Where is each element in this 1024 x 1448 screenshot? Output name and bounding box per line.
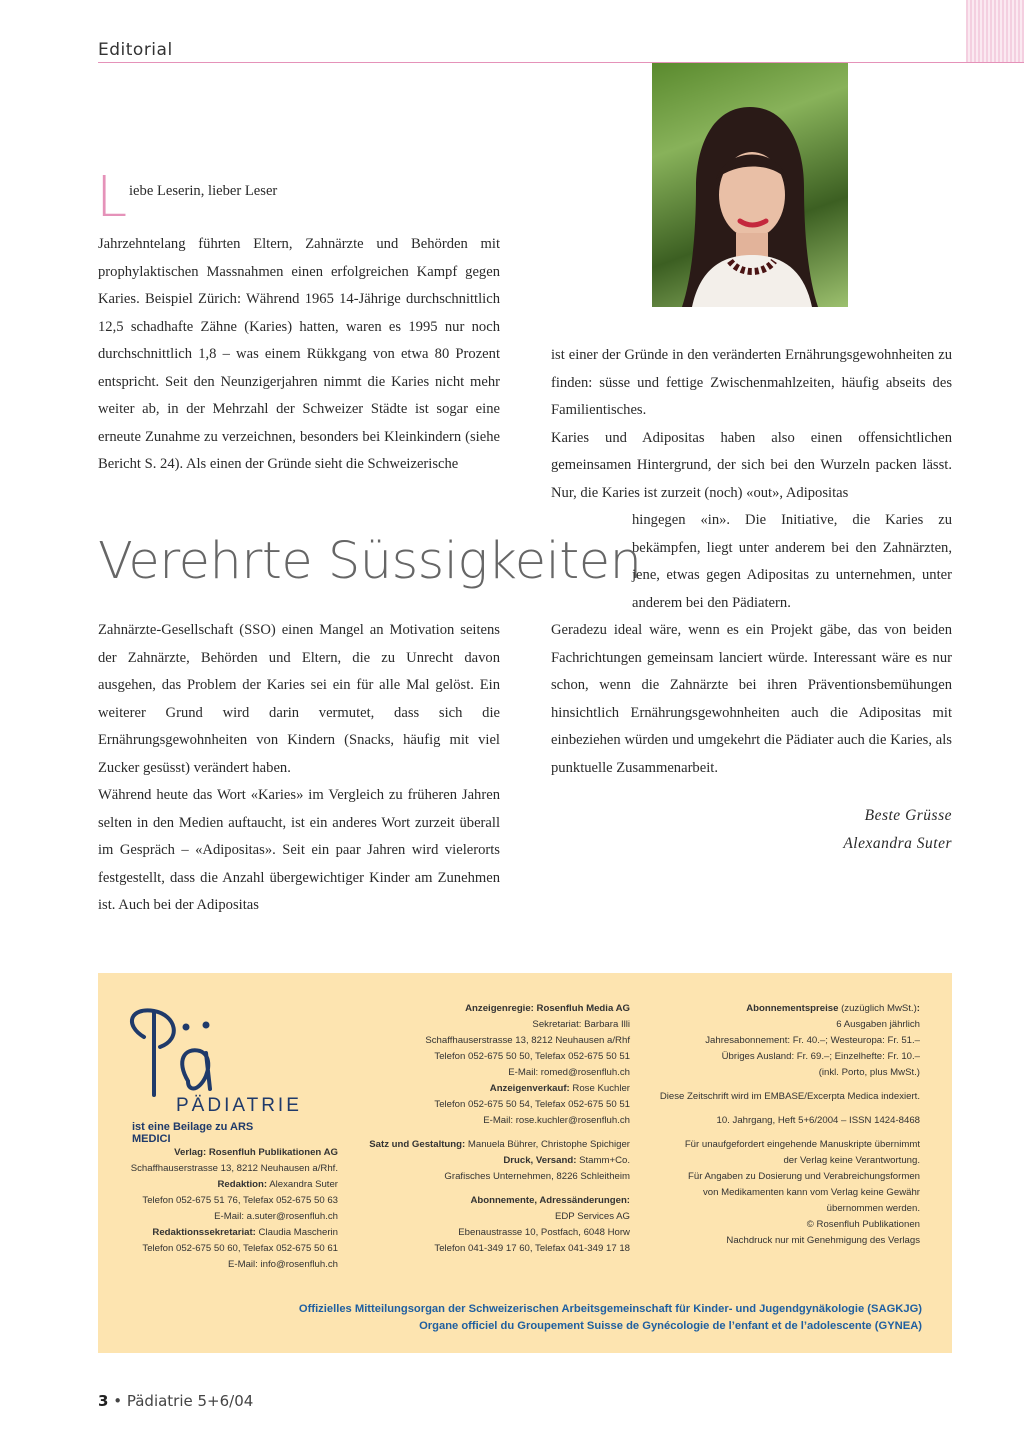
issue-info: 10. Jahrgang, Heft 5+6/2004 – ISSN 1424-8468 bbox=[716, 1115, 920, 1126]
print-label: Druck, Versand: bbox=[503, 1155, 577, 1166]
subscriptions-label: Abonnemente, Adressänderungen: bbox=[470, 1195, 630, 1206]
layout-label: Satz und Gestaltung: bbox=[369, 1139, 466, 1150]
secretariat-phone: Telefon 052-675 50 60, Telefax 052-675 50 61 bbox=[142, 1243, 338, 1254]
pricing-label: Abonnementspreise bbox=[746, 1003, 839, 1014]
salutation: iebe Leserin, lieber Leser bbox=[129, 183, 278, 199]
disclaimer-line: von Medikamenten kann vom Verlag keine Gewähr bbox=[702, 1187, 920, 1198]
disclaimer-line: Für Angaben zu Dosierung und Verabreichungsformen bbox=[688, 1171, 920, 1182]
section-label: Editorial bbox=[98, 40, 173, 60]
article-column-2-narrow bbox=[632, 507, 952, 617]
copyright-note: © Rosenfluh Publikationen bbox=[806, 1219, 920, 1230]
footer-bullet: • bbox=[113, 1392, 123, 1410]
advertising-address: Schaffhauserstrasse 13, 8212 Neuhausen a/Rhf bbox=[425, 1035, 630, 1046]
pricing-note: (zuzüglich MwSt.) bbox=[841, 1003, 917, 1014]
editor-name: Alexandra Suter bbox=[269, 1179, 338, 1190]
article-paragraph: Jahrzehntelang führten Eltern, Zahnärzte und Behörden mit prophylaktischen Massnahmen einen erfolgreichen Kampf gegen Karies. Beispiel Zürich: Während 1965 14-Jährige durchschnittlich 12,5 schadhafte Zähne (Karies) hatten, waren es 1995 nur noch durchschnittlich 1,8 – was einem Rükkgang von etwa 80 Prozent entspricht. Seit den Neunzigerjahren nimmt die Karies nicht mehr weiter ab, in der Mehrzahl der Schweizer Städte ist sogar eine erneute Zunahme zu verzeichnen, besonders bei Kleinkindern (siehe Bericht S. 24). Als einen der Gründe sieht die Schweizerische bbox=[98, 236, 500, 472]
editor-label: Redaktion: bbox=[217, 1179, 268, 1190]
article-column-2-top bbox=[551, 342, 952, 507]
article-paragraph: Während heute das Wort «Karies» im Vergleich zu früheren Jahren selten in den Medien auftaucht, ist ein anderes Wort zurzeit überall im Gespräch – «Adipositas». Seit ein paar Jahren wird vielerorts festgestellt, dass die Anzahl übergewichtiger Kinder am Zunehmen ist. Auch bei der Adipositas bbox=[98, 787, 500, 913]
header-rule bbox=[98, 62, 1024, 63]
imprint-box bbox=[98, 973, 952, 1353]
official-organ-note bbox=[299, 1301, 922, 1335]
publisher-info bbox=[131, 1145, 338, 1273]
sales-label: Anzeigenverkauf: bbox=[489, 1083, 570, 1094]
reprint-note: Nachdruck nur mit Genehmigung des Verlags bbox=[726, 1235, 920, 1246]
pricing-line: Übriges Ausland: Fr. 69.–; Einzelhefte: Fr. 10.– bbox=[721, 1051, 920, 1062]
index-note: Diese Zeitschrift wird im EMBASE/Excerpta Medica indexiert. bbox=[659, 1091, 920, 1102]
disclaimer-line: übernommen werden. bbox=[826, 1203, 920, 1214]
signature bbox=[843, 802, 952, 858]
publication-name: Pädiatrie 5+6/04 bbox=[126, 1392, 254, 1410]
secretariat-name: Claudia Mascherin bbox=[258, 1227, 338, 1238]
publisher-address: Schaffhauserstrasse 13, 8212 Neuhausen a/Rhf. bbox=[130, 1163, 338, 1174]
secretariat-label: Redaktionssekretariat: bbox=[152, 1227, 256, 1238]
article-column-2-bottom bbox=[551, 617, 952, 782]
pricing-line: (inkl. Porto, plus MwSt.) bbox=[818, 1067, 920, 1078]
logo-wordmark: PÄDIATRIE bbox=[176, 1095, 302, 1116]
article-column-1-bottom bbox=[98, 617, 500, 920]
official-organ-fr: Organe officiel du Groupement Suisse de Gynécologie de l’enfant et de l’adolescente (GYNEA) bbox=[419, 1320, 922, 1332]
advertising-email: E-Mail: romed@rosenfluh.ch bbox=[508, 1067, 630, 1078]
publisher-label: Verlag: Rosenfluh Publikationen AG bbox=[174, 1147, 338, 1158]
pricing-line: 6 Ausgaben jährlich bbox=[836, 1019, 920, 1030]
sales-email: E-Mail: rose.kuchler@rosenfluh.ch bbox=[483, 1115, 630, 1126]
disclaimer-line: der Verlag keine Verantwortung. bbox=[783, 1155, 920, 1166]
author-photo-illustration bbox=[652, 63, 848, 307]
advertising-phone: Telefon 052-675 50 50, Telefax 052-675 50 51 bbox=[434, 1051, 630, 1062]
print-address: Grafisches Unternehmen, 8226 Schleitheim bbox=[444, 1171, 630, 1182]
print-name: Stamm+Co. bbox=[579, 1155, 630, 1166]
article-paragraph: ist einer der Gründe in den veränderten Ernährungsgewohnheiten zu finden: süsse und fettige Zwischenmahlzeiten, häufig abseits des Familientisches. bbox=[551, 347, 952, 418]
sales-phone: Telefon 052-675 50 54, Telefax 052-675 50 51 bbox=[434, 1099, 630, 1110]
author-photo bbox=[652, 63, 848, 307]
page-footer bbox=[98, 1392, 253, 1410]
subscriptions-address: Ebenaustrasse 10, Postfach, 6048 Horw bbox=[458, 1227, 630, 1238]
paediatrie-logo bbox=[114, 997, 302, 1145]
disclaimer-line: Für unaufgefordert eingehende Manuskripte übernimmt bbox=[684, 1139, 920, 1150]
advertising-secretariat: Sekretariat: Barbara Illi bbox=[532, 1019, 630, 1030]
subscriptions-phone: Telefon 041-349 17 60, Telefax 041-349 17 18 bbox=[434, 1243, 630, 1254]
signature-name: Alexandra Suter bbox=[843, 835, 952, 852]
layout-names: Manuela Bührer, Christophe Spichiger bbox=[467, 1139, 630, 1150]
editor-phone: Telefon 052-675 51 76, Telefax 052-675 50 63 bbox=[142, 1195, 338, 1206]
advertising-info bbox=[369, 1001, 630, 1257]
article-paragraph: Karies und Adipositas haben also einen offensichtlichen gemeinsamen Hintergrund, der sich bei den Wurzeln packen lässt. Nur, die Karies ist zurzeit (noch) «out», Adipositas bbox=[551, 429, 952, 501]
article-headline: Verehrte Süssigkeiten bbox=[98, 532, 642, 591]
article-paragraph: Geradezu ideal wäre, wenn es ein Projekt gäbe, das von beiden Fachrichtungen gemeinsam lanciert würde. Interessant wäre es nur schon, wenn die Zahnärzte bei ihren Präventionsbemühungen hinsichtlich Ernährungsgewohnheiten auch die Adipositas mit einbeziehen würden und umgekehrt die Pädiater auch die Karies, als punktuelle Zusammenarbeit. bbox=[551, 622, 952, 776]
pricing-line: Jahresabonnement: Fr. 40.–; Westeuropa: Fr. 51.– bbox=[705, 1035, 920, 1046]
article-paragraph: hingegen «in». Die Initiative, die Karies zu bekämpfen, liegt unter anderem bei den Zahnärzten, jene, etwas gegen Adipositas zu unternehmen, unter anderem bei den Pädiatern. bbox=[632, 512, 952, 611]
pricing-info bbox=[660, 1001, 920, 1249]
logo-subtitle: ist eine Beilage zu ARS MEDICI bbox=[132, 1121, 254, 1145]
page-number: 3 bbox=[98, 1392, 109, 1410]
sales-name: Rose Kuchler bbox=[572, 1083, 630, 1094]
article-paragraph: Zahnärzte-Gesellschaft (SSO) einen Mangel an Motivation seitens der Zahnärzte, Behörden und Eltern, die zu Unrecht davon ausgehen, das Problem der Karies sei ein für alle Mal gelöst. Ein weiterer Grund wird darin vermutet, dass sich die Ernährungsgewohnheiten von Kindern (Snacks, häufig mit viel Zucker gesüsst) verändert haben. bbox=[98, 622, 500, 776]
signature-greeting: Beste Grüsse bbox=[864, 807, 952, 824]
secretariat-email: E-Mail: info@rosenfluh.ch bbox=[228, 1259, 338, 1270]
article-column-1-top bbox=[98, 231, 500, 479]
dropcap-letter: L bbox=[96, 165, 128, 230]
official-organ-de: Offizielles Mitteilungsorgan der Schweizerischen Arbeitsgemeinschaft für Kinder- und Jugendgynäkologie (SAGKJG) bbox=[298, 1303, 922, 1315]
paediatrie-logo-mark bbox=[114, 997, 294, 1097]
advertising-label: Anzeigenregie: Rosenfluh Media AG bbox=[465, 1003, 630, 1014]
pricing-colon: : bbox=[916, 1003, 920, 1014]
subscriptions-name: EDP Services AG bbox=[554, 1211, 630, 1222]
editor-email: E-Mail: a.suter@rosenfluh.ch bbox=[214, 1211, 338, 1222]
corner-stripe-decoration bbox=[966, 0, 1024, 62]
